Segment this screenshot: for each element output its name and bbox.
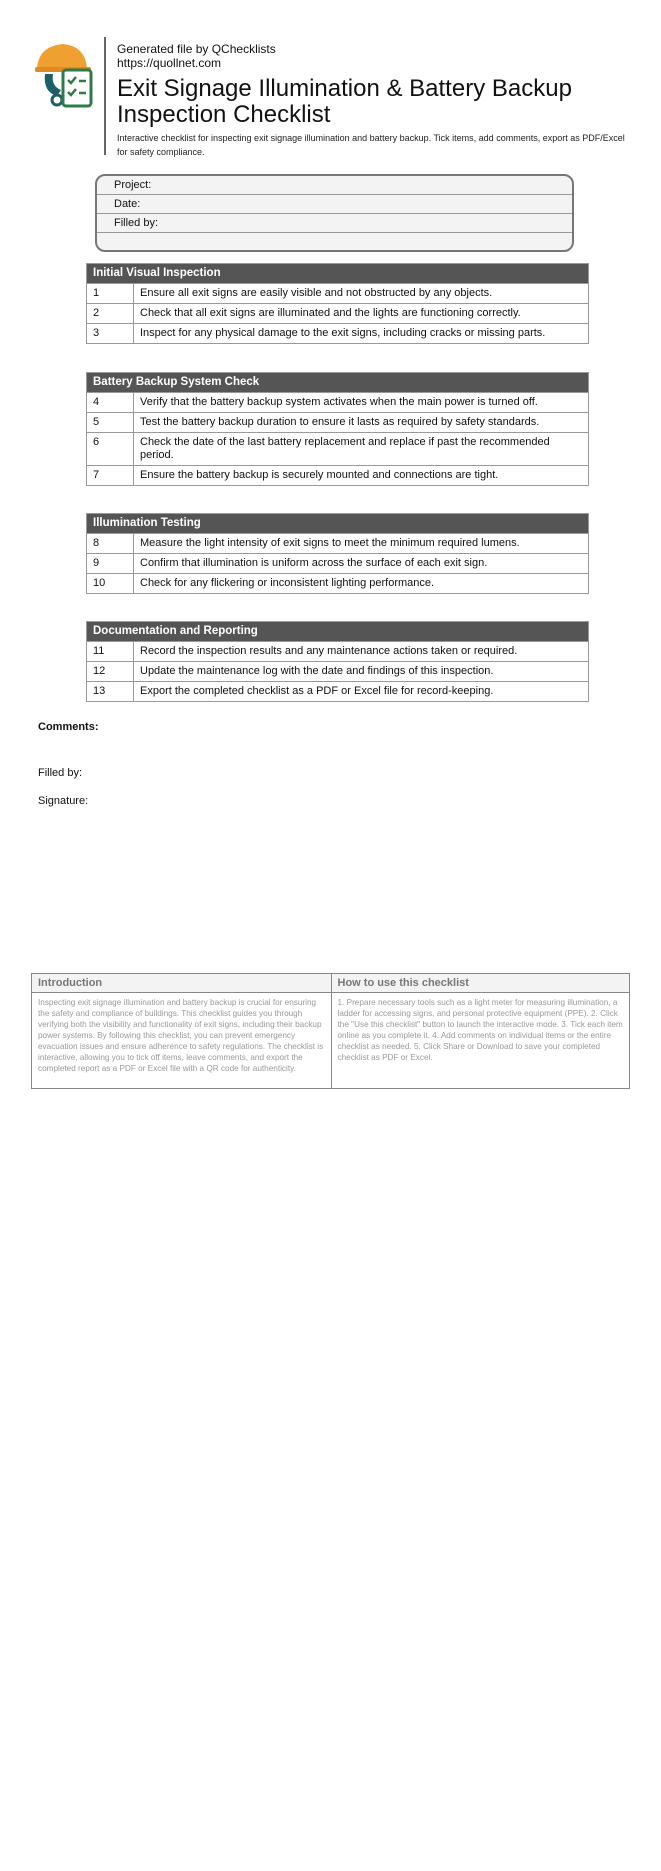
item-number: 6 bbox=[87, 433, 134, 465]
item-text: Verify that the battery backup system activates when the main power is turned off. bbox=[140, 396, 538, 408]
item-text: Export the completed checklist as a PDF or Excel file for record-keeping. bbox=[140, 685, 494, 697]
item-number: 11 bbox=[87, 642, 134, 661]
item-text: Ensure all exit signs are easily visible and not obstructed by any objects. bbox=[140, 287, 493, 299]
item-number: 10 bbox=[87, 574, 134, 593]
item-text: Check that all exit signs are illuminated and the lights are functioning correctly. bbox=[140, 307, 521, 319]
checklist-item[interactable] bbox=[87, 283, 588, 303]
date-field[interactable]: Date: bbox=[97, 195, 572, 214]
filled-by-field[interactable]: Filled by: bbox=[97, 214, 572, 233]
introduction-column bbox=[32, 974, 331, 1088]
project-field[interactable]: Project: bbox=[97, 176, 572, 195]
item-number: 12 bbox=[87, 662, 134, 681]
item-number: 2 bbox=[87, 304, 134, 323]
section-header: Documentation and Reporting bbox=[87, 622, 588, 641]
checklist-item[interactable] bbox=[87, 661, 588, 681]
item-text: Update the maintenance log with the date and findings of this inspection. bbox=[140, 665, 494, 677]
section-documentation-and-reporting bbox=[86, 621, 589, 702]
checklist-item[interactable] bbox=[87, 303, 588, 323]
how-to-column bbox=[331, 974, 630, 1088]
checklist-item[interactable] bbox=[87, 412, 588, 432]
signature-label: Signature: bbox=[38, 795, 89, 807]
generated-by-text: Generated file by QChecklists bbox=[117, 42, 276, 56]
how-to-text: 1. Prepare necessary tools such as a light meter for measuring illumination, a ladder for accessing signs, and personal protective equipment (PPE). 2. Click the "Use this checklist" button to launch the interactive mode. 3. Tick each item online as you complete it. 4. Add comments on individual items or the entire checklist as needed. 5. Click Share or Download to save your completed checklist as PDF or Excel. bbox=[337, 998, 623, 1062]
document-header bbox=[117, 42, 627, 159]
info-table bbox=[31, 973, 630, 1089]
item-text: Check the date of the last battery replacement and replace if past the recommended period. bbox=[140, 436, 550, 461]
qchecklists-logo-icon bbox=[33, 40, 105, 112]
introduction-text: Inspecting exit signage illumination and battery backup is crucial for ensuring the safety and compliance of buildings. This checklist guides you through verifying both the visibility and functionality of exit signs, including their backup power systems. By following this checklist, you can prevent emergency evacuation issues and ensure adherence to safety regulations. The checklist is interactive, allowing you to tick off items, leave comments, and export the completed report as a PDF or Excel file with a QR code for authenticity. bbox=[38, 998, 324, 1073]
page-title: Exit Signage Illumination & Battery Backup Inspection Checklist bbox=[117, 75, 572, 128]
item-text: Check for any flickering or inconsistent lighting performance. bbox=[140, 577, 435, 589]
comments-label: Comments: bbox=[38, 721, 99, 733]
info-empty-row bbox=[97, 233, 572, 251]
section-illumination-testing bbox=[86, 513, 589, 594]
checklist-item[interactable] bbox=[87, 533, 588, 553]
item-number: 4 bbox=[87, 393, 134, 412]
item-text: Test the battery backup duration to ensure it lasts as required by safety standards. bbox=[140, 416, 540, 428]
info-box bbox=[95, 174, 574, 252]
item-text: Record the inspection results and any maintenance actions taken or required. bbox=[140, 645, 518, 657]
how-to-heading: How to use this checklist bbox=[332, 974, 630, 993]
item-text: Confirm that illumination is uniform across the surface of each exit sign. bbox=[140, 557, 488, 569]
section-header: Illumination Testing bbox=[87, 514, 588, 533]
page-description: Interactive checklist for inspecting exit signage illumination and battery backup. Tick items, add comments, export as PDF/Excel for safety compliance. bbox=[117, 133, 625, 157]
item-number: 3 bbox=[87, 324, 134, 343]
checklist-item[interactable] bbox=[87, 573, 588, 593]
item-number: 7 bbox=[87, 466, 134, 485]
header-divider bbox=[104, 37, 106, 155]
checklist-item[interactable] bbox=[87, 465, 588, 485]
checklist-item[interactable] bbox=[87, 641, 588, 661]
source-url-link[interactable]: https://quollnet.com bbox=[117, 56, 222, 70]
item-text: Inspect for any physical damage to the exit signs, including cracks or missing parts. bbox=[140, 327, 546, 339]
section-header: Battery Backup System Check bbox=[87, 373, 588, 392]
item-number: 1 bbox=[87, 284, 134, 303]
section-battery-backup-system-check bbox=[86, 372, 589, 486]
item-number: 5 bbox=[87, 413, 134, 432]
item-number: 9 bbox=[87, 554, 134, 573]
checklist-item[interactable] bbox=[87, 392, 588, 412]
checklist-item[interactable] bbox=[87, 432, 588, 465]
checklist-item[interactable] bbox=[87, 553, 588, 573]
item-text: Ensure the battery backup is securely mounted and connections are tight. bbox=[140, 469, 499, 481]
item-number: 13 bbox=[87, 682, 134, 701]
section-initial-visual-inspection bbox=[86, 263, 589, 344]
introduction-heading: Introduction bbox=[32, 974, 331, 993]
checklist-item[interactable] bbox=[87, 323, 588, 343]
section-header: Initial Visual Inspection bbox=[87, 264, 588, 283]
filled-by-label: Filled by: bbox=[38, 767, 83, 779]
item-number: 8 bbox=[87, 534, 134, 553]
item-text: Measure the light intensity of exit signs to meet the minimum required lumens. bbox=[140, 537, 520, 549]
checklist-item[interactable] bbox=[87, 681, 588, 701]
